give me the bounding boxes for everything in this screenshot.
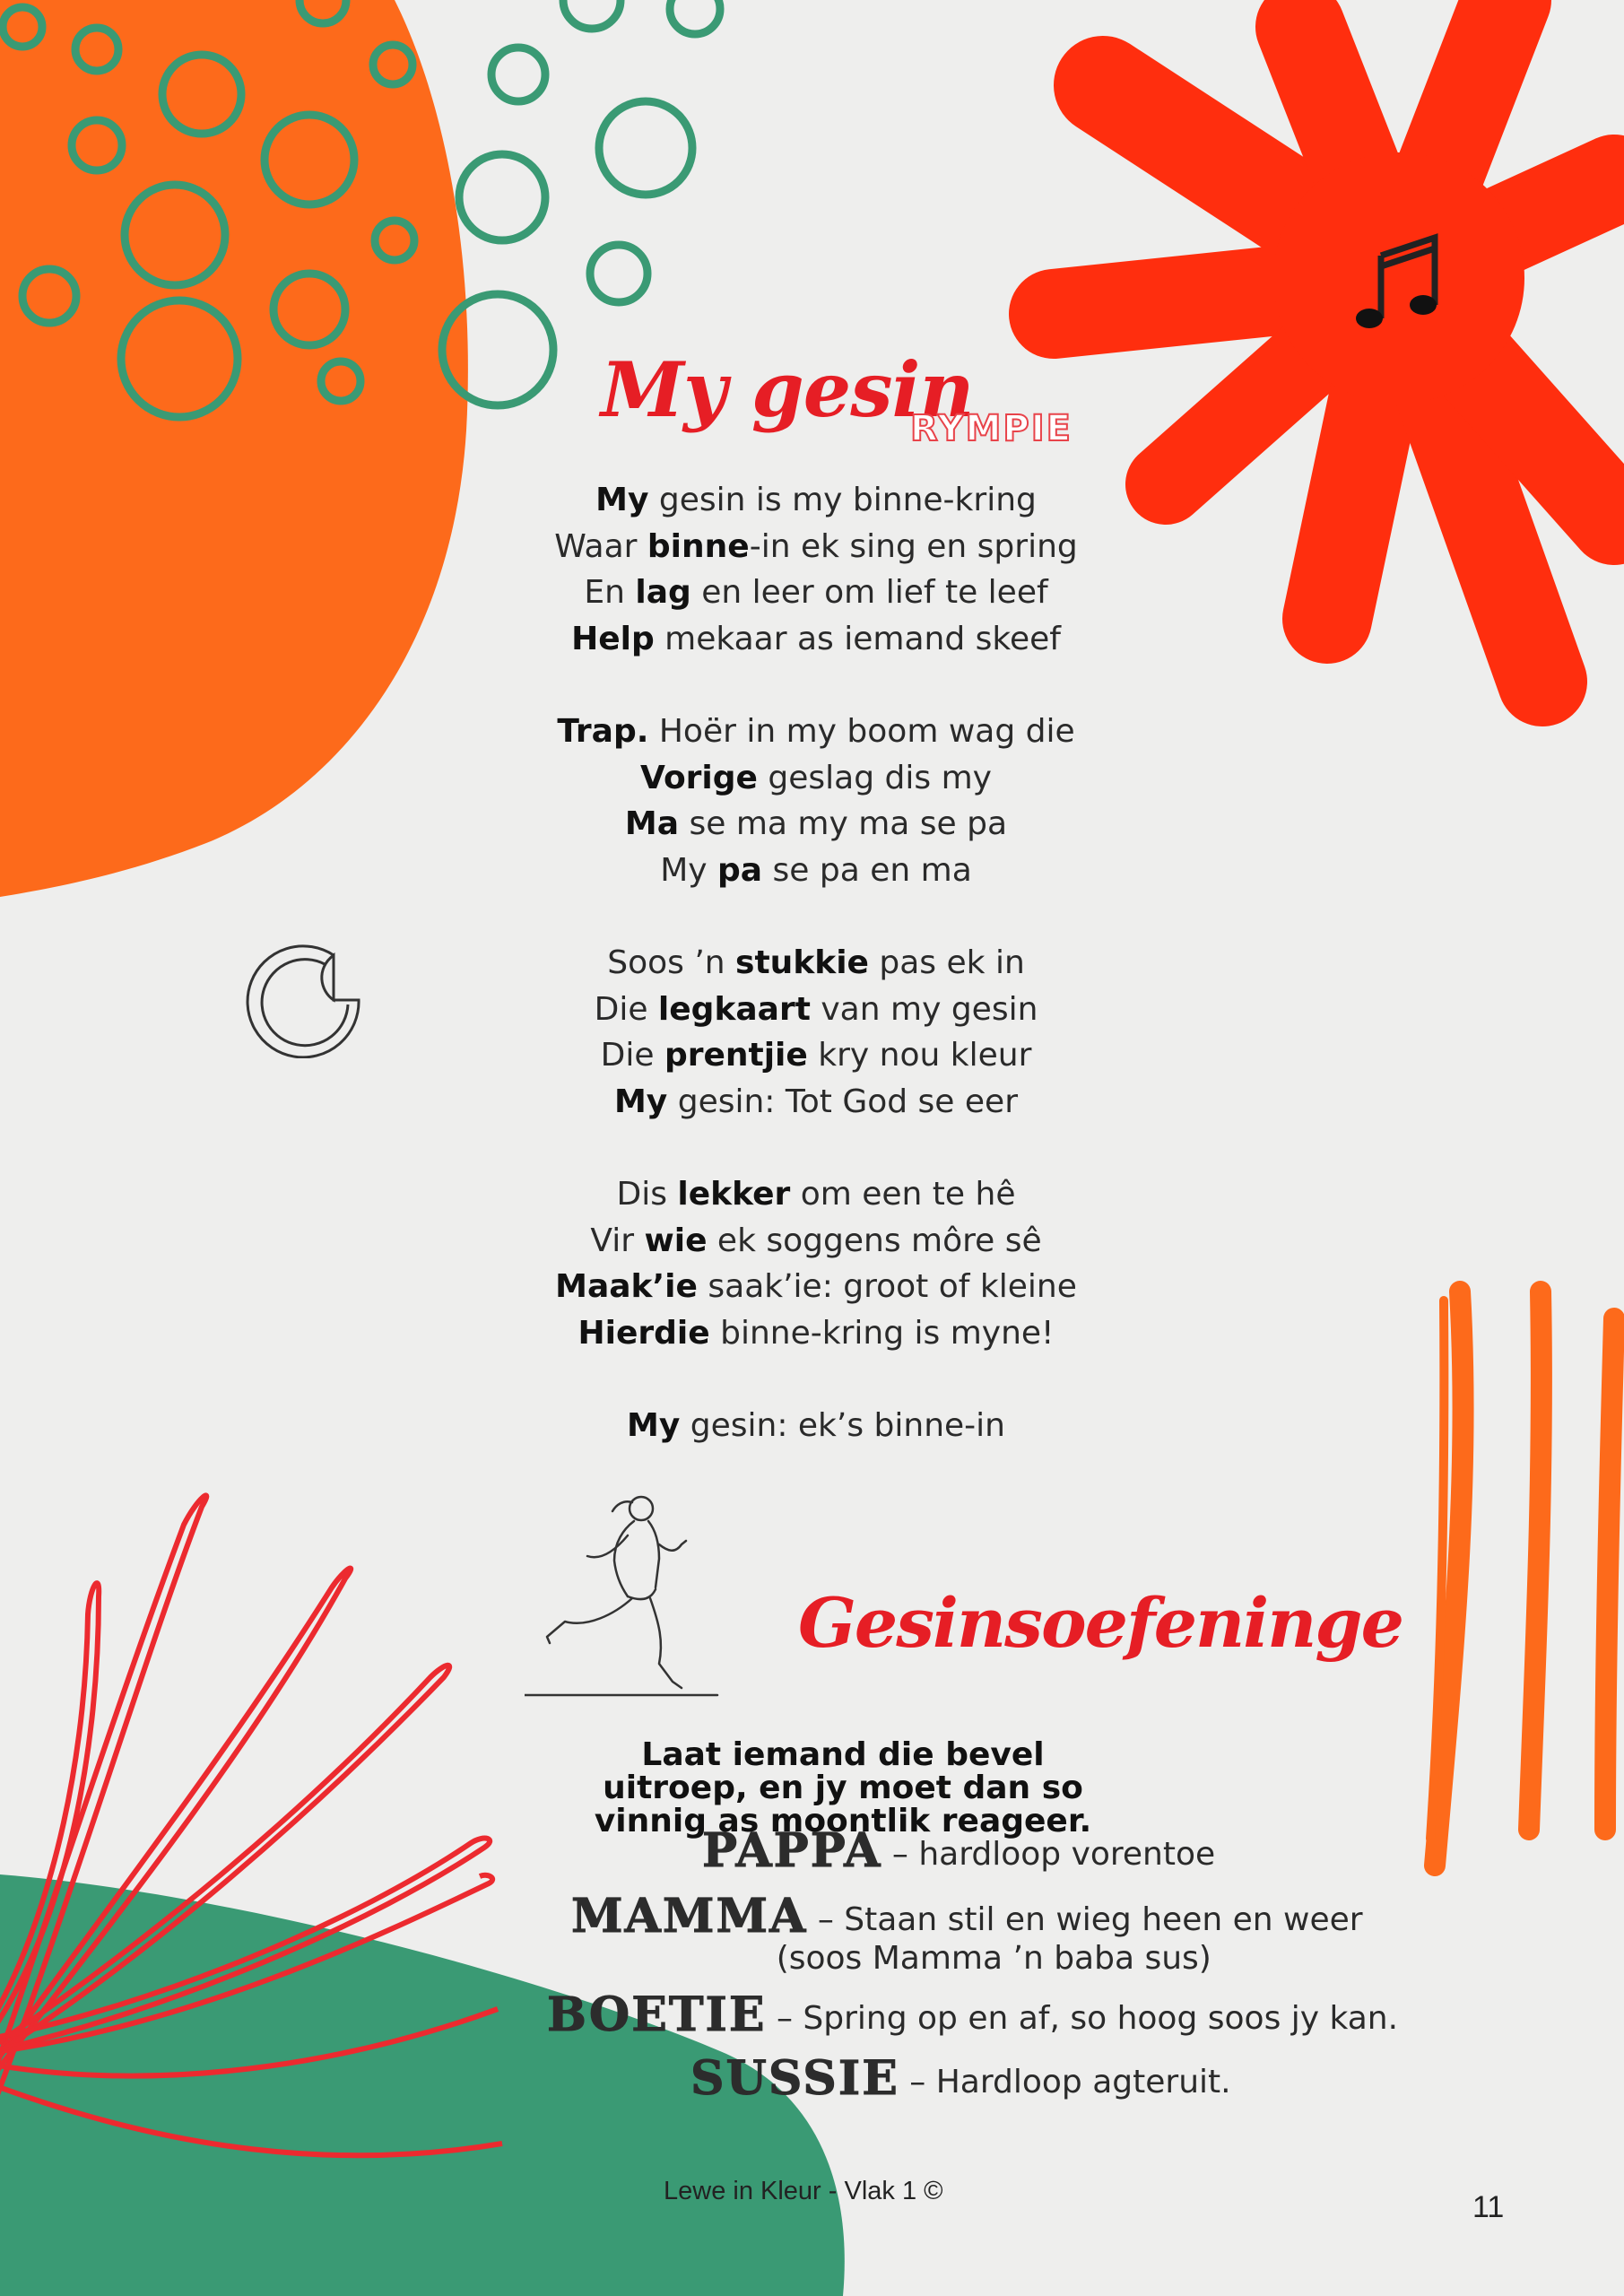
orange-strokes [1430, 1292, 1614, 1866]
poem-line-rest: gesin: ek’s binne-in [680, 1406, 1005, 1444]
poem-line-prefix: Die [594, 990, 658, 1028]
exercises-instruction: Laat iemand die bevel uitroep, en jy moet dan so vinnig as moontlik reageer. [594, 1736, 1092, 1839]
poem-line-bold-word: legkaart [657, 990, 811, 1028]
exercise-keyword: SUSSIE [690, 2051, 899, 2106]
poem-line-rest: gesin: Tot God se eer [667, 1083, 1018, 1120]
poem-line [502, 1079, 1130, 1126]
poem-line-bold-word: Help [571, 620, 655, 657]
poem-line-rest: om een te hê [790, 1175, 1016, 1213]
poem-line-bold-word: lag [635, 574, 691, 612]
exercises-heading: Gesinsoefeninge [798, 1583, 1403, 1663]
poem-line-bold-word: prentjie [664, 1037, 808, 1074]
runner-icon [525, 1489, 731, 1700]
poem-line-rest: binne-kring is myne! [709, 1314, 1055, 1352]
exercise-keyword: MAMMA [571, 1889, 808, 1944]
title-block [601, 345, 1103, 480]
poem-line-rest: saak’ie: groot of kleine [697, 1268, 1077, 1306]
poem-line-bold-word: My [595, 482, 649, 518]
stanza-gap [502, 1356, 1130, 1403]
page-title: My gesin [601, 345, 974, 434]
poem-line [502, 524, 1130, 570]
poem-line-bold-word: Hierdie [578, 1314, 710, 1352]
poem-line-bold-word: pa [717, 851, 763, 889]
music-note-icon [1350, 220, 1448, 336]
poem-line-prefix: Die [600, 1037, 664, 1074]
poem-line-prefix: Vir [590, 1222, 645, 1259]
poem-line-rest: ek soggens môre sê [707, 1222, 1042, 1259]
poem-line [502, 1310, 1130, 1357]
poem [502, 477, 1130, 1448]
poem-line-rest: van my gesin [810, 990, 1038, 1028]
stanza-gap [502, 893, 1130, 940]
poem-line-prefix: Dis [616, 1175, 678, 1213]
poem-line [502, 801, 1130, 848]
poem-line [502, 1264, 1130, 1310]
poem-line [502, 570, 1130, 616]
poem-line [502, 1218, 1130, 1265]
poem-line-prefix: My [660, 851, 718, 889]
poem-line-rest: pas ek in [868, 944, 1025, 981]
exercise-text: – Hardloop agteruit. [899, 2064, 1231, 2100]
poem-line-bold-word: stukkie [735, 944, 869, 981]
poem-line-rest: se pa en ma [762, 851, 972, 889]
poem-line [502, 477, 1130, 524]
poem-line [502, 616, 1130, 663]
poem-line-bold-word: Ma [624, 805, 680, 843]
poem-line-bold-word: My [627, 1406, 681, 1444]
poem-line-rest: Hoër in my boom wag die [648, 712, 1075, 750]
exercise-item-mamma [571, 1889, 1363, 1977]
exercise-item-sussie [690, 2051, 1231, 2106]
poem-line-bold-word: Vorige [640, 759, 758, 796]
poem-line [502, 987, 1130, 1033]
exercise-item-boetie [547, 1987, 1398, 2042]
poem-line-bold-word: Trap. [557, 712, 649, 750]
poem-line-bold-word: Maak’ie [555, 1268, 698, 1306]
poem-line-rest: en leer om lief te leef [690, 574, 1048, 612]
poem-line [502, 848, 1130, 894]
poem-line [502, 1403, 1130, 1449]
page-subtitle: RYMPIE [910, 408, 1073, 449]
poem-line-prefix: Waar [554, 527, 647, 565]
exercise-keyword: PAPPA [702, 1823, 882, 1878]
poem-line-prefix: Soos ’n [607, 944, 736, 981]
poem-line [502, 755, 1130, 802]
poem-line-prefix: En [584, 574, 636, 612]
exercise-text: – Spring op en af, so hoog soos jy kan. [766, 2000, 1399, 2037]
poem-line-rest: gesin is my binne-kring [648, 482, 1037, 518]
poem-line-rest: mekaar as iemand skeef [654, 620, 1061, 657]
poem-line [502, 709, 1130, 755]
poem-line-rest: -in ek sing en spring [749, 527, 1078, 565]
stanza-gap [502, 662, 1130, 709]
poem-line-rest: se ma my ma se pa [679, 805, 1008, 843]
exercise-text: – hardloop vorentoe [881, 1836, 1216, 1873]
poem-line [502, 940, 1130, 987]
poem-line [502, 1171, 1130, 1218]
exercise-text: – Staan stil en wieg heen en weer [807, 1901, 1363, 1938]
poem-line-rest: kry nou kleur [807, 1037, 1032, 1074]
poem-line-bold-word: binne [647, 527, 750, 565]
poem-line-bold-word: My [613, 1083, 668, 1120]
poem-line [502, 1032, 1130, 1079]
exercise-keyword: BOETIE [547, 1987, 767, 2042]
exercise-item-pappa [702, 1823, 1215, 1878]
footer-text: Lewe in Kleur - Vlak 1 © [664, 2177, 943, 2205]
poem-line-bold-word: lekker [677, 1175, 791, 1213]
sticker-peel-icon [235, 933, 369, 1058]
page-number: 11 [1472, 2190, 1505, 2224]
poem-line-rest: geslag dis my [757, 759, 992, 796]
poem-line-bold-word: wie [644, 1222, 708, 1259]
stanza-gap [502, 1125, 1130, 1171]
exercise-note: (soos Mamma ’n baba sus) [776, 1940, 1211, 1977]
